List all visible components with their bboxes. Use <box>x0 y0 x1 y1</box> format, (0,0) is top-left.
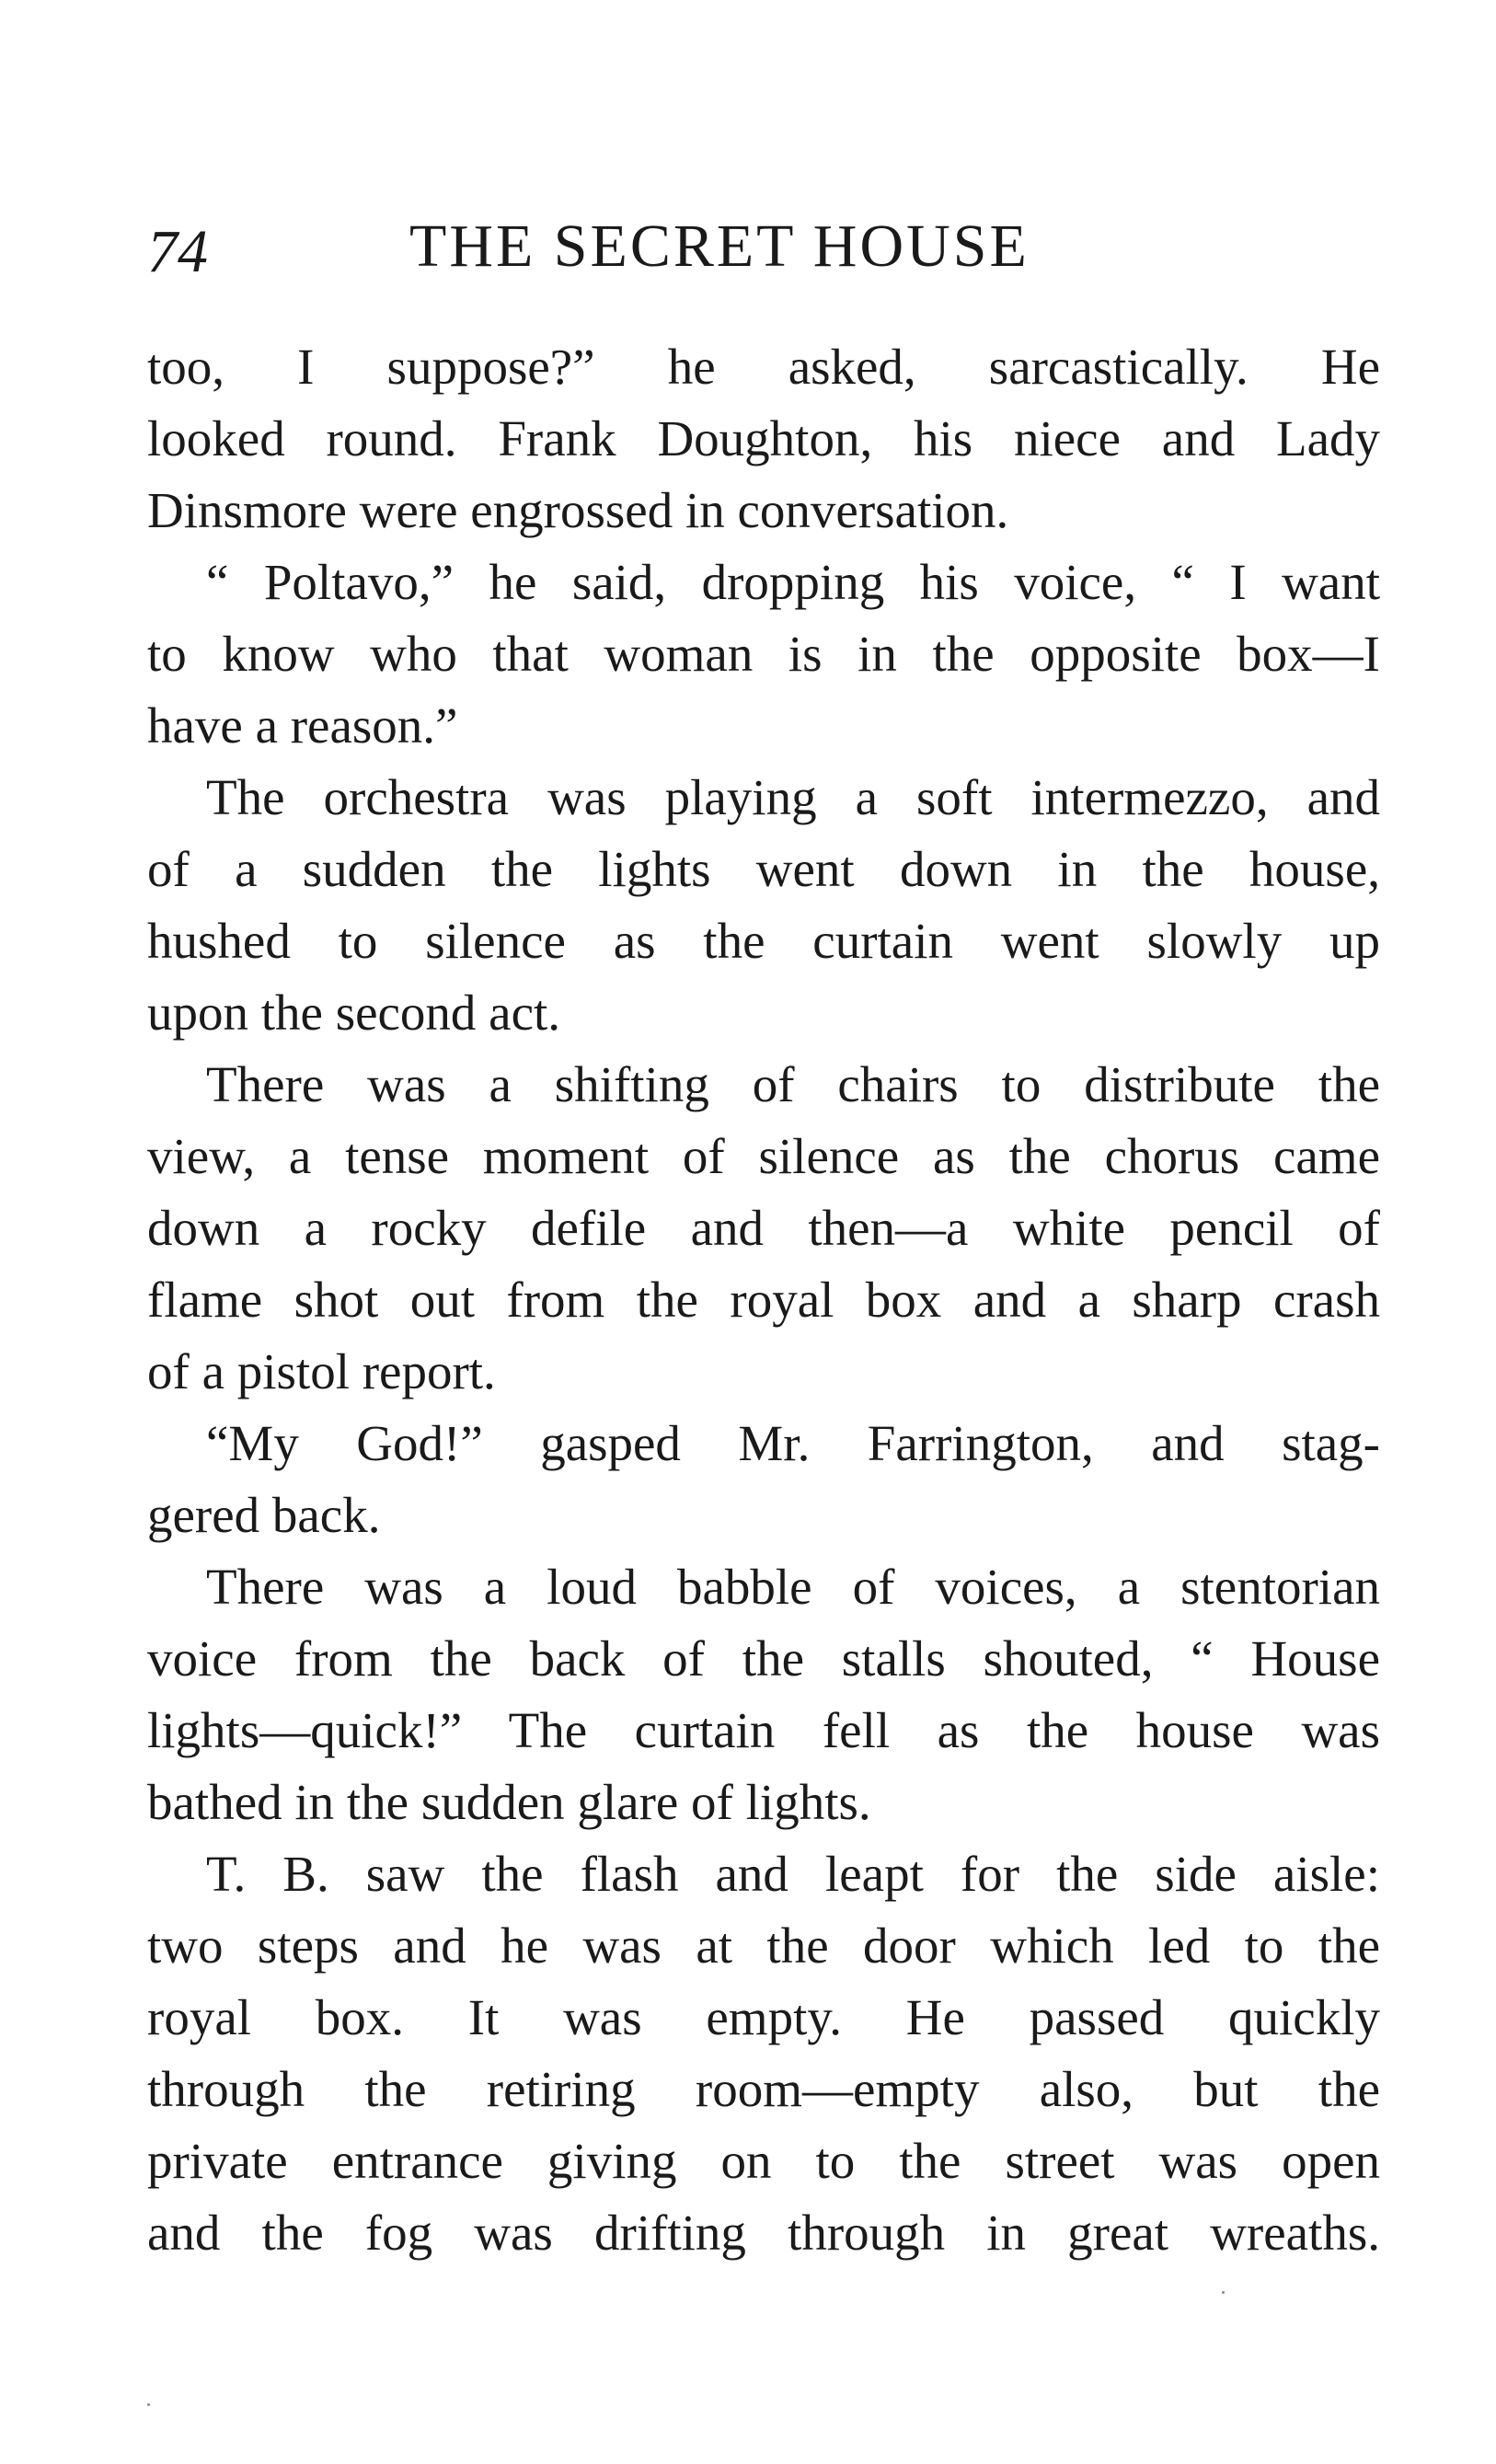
text-line: to know who that woman is in the opposite box—I <box>147 626 1380 682</box>
print-speck <box>1222 2291 1225 2294</box>
text-line: looked round. Frank Doughton, his niece and Lady <box>147 410 1380 466</box>
text-line: flame shot out from the royal box and a sharp crash <box>147 1272 1380 1328</box>
text-line: bathed in the sudden glare of lights. <box>147 1774 871 1830</box>
text-line: There was a loud babble of voices, a stentorian <box>206 1559 1380 1615</box>
text-line: “ Poltavo,” he said, dropping his voice, “ I want <box>206 554 1380 610</box>
text-line: royal box. It was empty. He passed quickly <box>147 1989 1380 2045</box>
text-line: have a reason.” <box>147 697 458 754</box>
text-line: of a pistol report. <box>147 1343 496 1399</box>
text-line: two steps and he was at the door which led to the <box>147 1917 1380 1974</box>
text-line: Dinsmore were engrossed in conversation. <box>147 482 1009 538</box>
body-text <box>147 331 1380 2269</box>
text-line: upon the second act. <box>147 984 561 1041</box>
text-line: hushed to silence as the curtain went slowly up <box>147 913 1380 969</box>
text-line: T. B. saw the flash and leapt for the side aisle: <box>206 1846 1380 1902</box>
page-number: 74 <box>147 218 208 285</box>
text-line: view, a tense moment of silence as the chorus came <box>147 1128 1380 1184</box>
running-head <box>147 210 1380 283</box>
text-line: “My God!” gasped Mr. Farrington, and stag- <box>206 1415 1380 1471</box>
text-line: of a sudden the lights went down in the house, <box>147 841 1380 897</box>
text-line: down a rocky defile and then—a white pencil of <box>147 1200 1380 1256</box>
text-line: private entrance giving on to the street was open <box>147 2133 1380 2189</box>
text-line: The orchestra was playing a soft intermezzo, and <box>206 769 1380 825</box>
text-line: too, I suppose?” he asked, sarcastically. He <box>147 339 1380 395</box>
text-line: lights—quick!” The curtain fell as the house was <box>147 1702 1380 1758</box>
print-speck <box>147 2403 150 2406</box>
running-title: THE SECRET HOUSE <box>409 213 1030 280</box>
text-line: There was a shifting of chairs to distribute the <box>206 1056 1380 1112</box>
text-line: and the fog was drifting through in great wreaths. <box>147 2205 1380 2261</box>
text-line: gered back. <box>147 1487 381 1543</box>
text-line: through the retiring room—empty also, but the <box>147 2061 1380 2117</box>
text-line: voice from the back of the stalls shouted, “ House <box>147 1630 1380 1687</box>
